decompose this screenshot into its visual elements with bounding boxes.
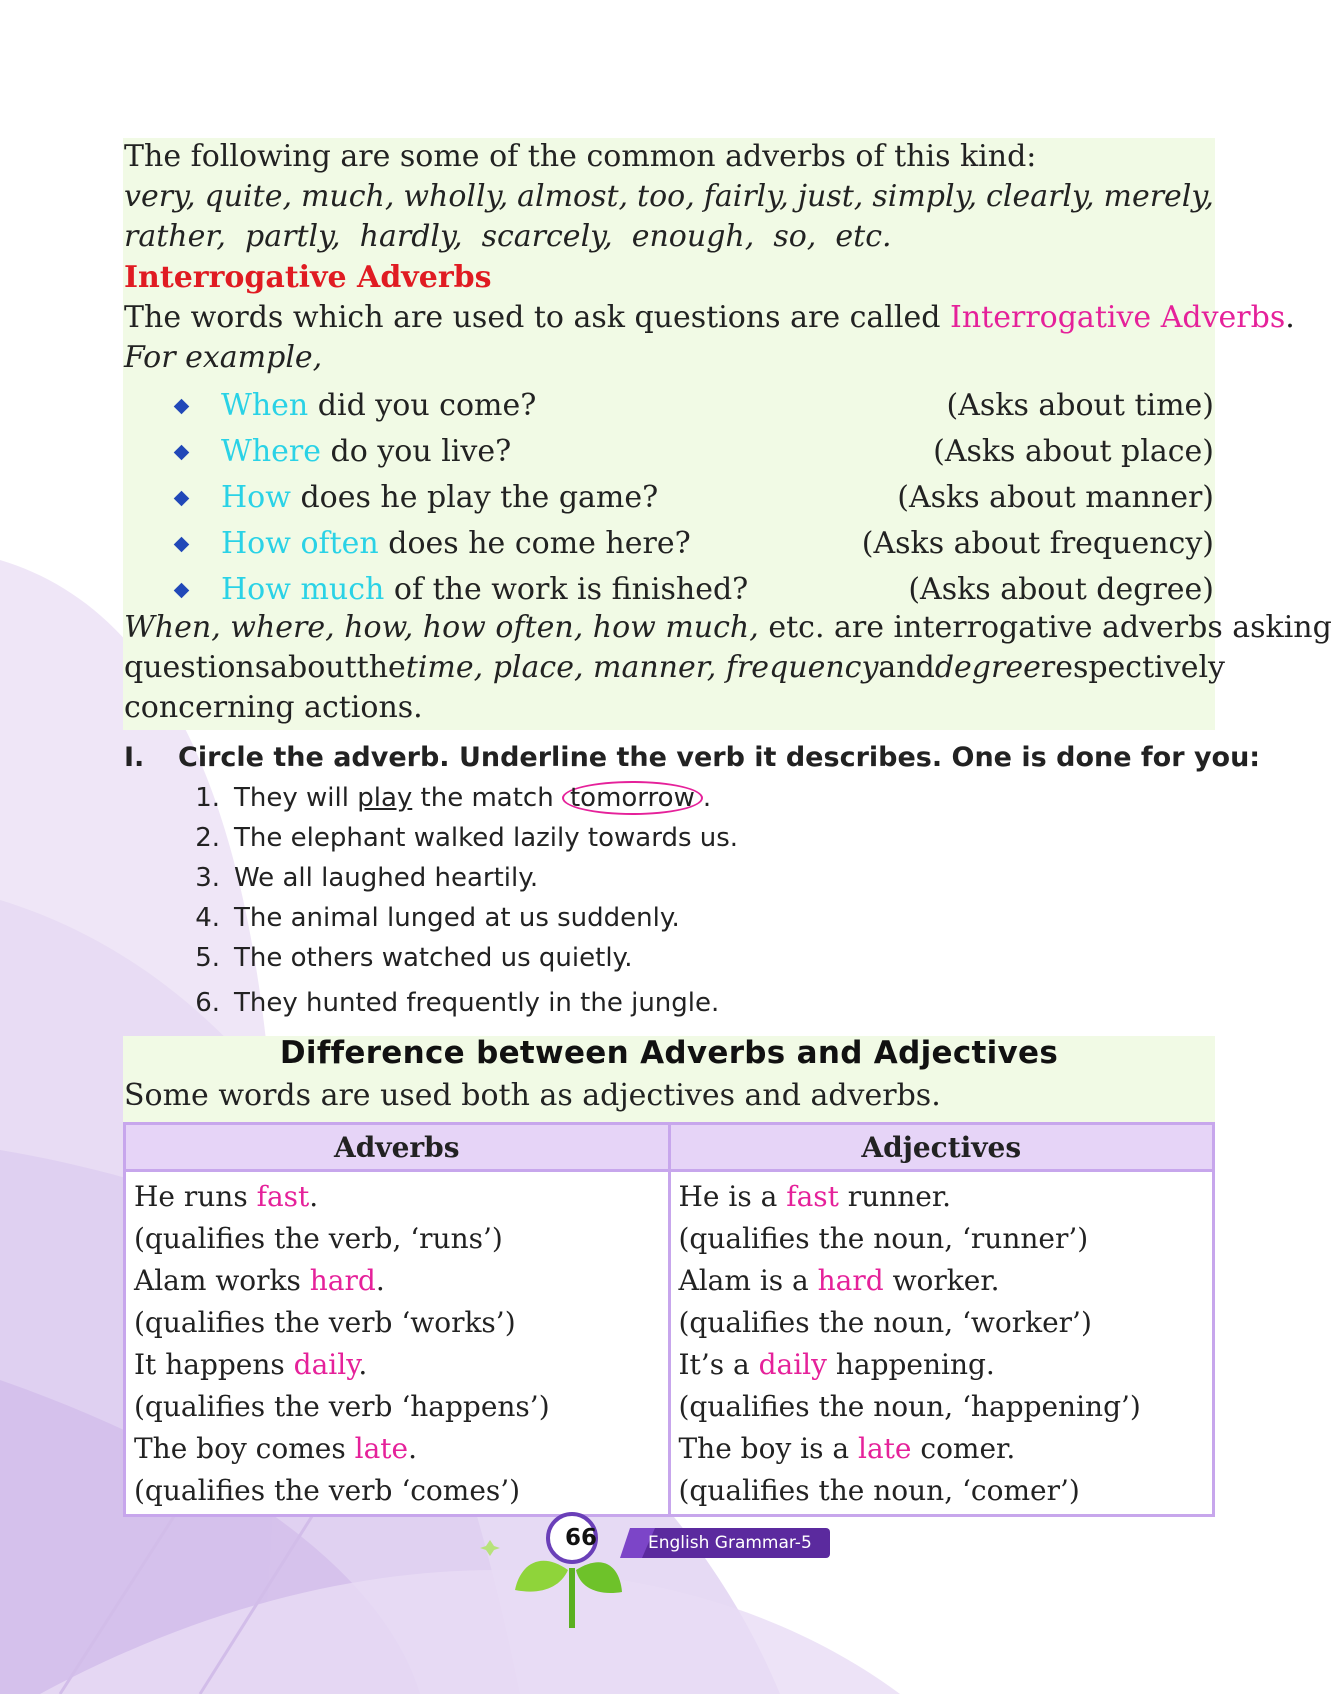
summary-word: questions (124, 650, 271, 685)
adverb-note: (qualifies the verb ‘works’) (134, 1306, 516, 1339)
example-text: . (408, 1432, 417, 1465)
example-keyword: How (221, 480, 291, 515)
example-text: The boy comes (134, 1432, 355, 1465)
example-question (221, 429, 933, 475)
exercise-item (180, 818, 1080, 858)
adverb-word: just, (797, 179, 864, 214)
adjective-example (679, 1344, 1205, 1386)
example-text: The boy is a (678, 1432, 858, 1465)
diamond-bullet-icon (174, 398, 190, 414)
adverb-word: quite, (204, 179, 292, 214)
adverb-word: merely, (1103, 179, 1214, 214)
adverb-note: (qualifies the verb ‘happens’) (134, 1390, 550, 1423)
example-question (221, 383, 947, 429)
example-keyword: Where (221, 434, 322, 469)
summary-word: and (878, 650, 935, 685)
exercise-item (180, 858, 1080, 898)
comparison-table (123, 1122, 1215, 1517)
circled-adverb: tomorrow (562, 781, 703, 815)
example-keyword: daily (293, 1348, 359, 1381)
item-number: 6. (195, 988, 220, 1018)
example-question (221, 567, 908, 613)
leaf-icon (515, 1561, 568, 1592)
adjective-note: (qualifies the noun, ‘comer’) (678, 1474, 1080, 1507)
adjective-note: (qualifies the noun, ‘runner’) (678, 1222, 1089, 1255)
item-number: 3. (195, 863, 220, 893)
example-text: comer. (911, 1432, 1016, 1465)
diamond-bullet-icon (174, 582, 190, 598)
item-text: The others watched us quietly. (234, 943, 633, 973)
adjective-example (679, 1176, 1205, 1218)
example-row (170, 567, 1214, 613)
example-question (221, 521, 862, 567)
example-row (170, 383, 1214, 429)
adverb-example (134, 1428, 660, 1470)
example-question (221, 475, 897, 521)
example-keyword: fast (256, 1180, 310, 1213)
example-text: . (375, 1264, 385, 1297)
item-text: the match (412, 783, 562, 813)
diamond-bullet-icon (174, 490, 190, 506)
item-number: 1. (195, 783, 220, 813)
diamond-bullet-icon (174, 536, 190, 552)
table-row (125, 1171, 1214, 1516)
exercise-item (180, 983, 1080, 1023)
example-keyword: hard (817, 1264, 884, 1297)
example-note: (Asks about place) (933, 434, 1214, 469)
summary-line-3: concerning actions. (124, 690, 423, 725)
book-title: English Grammar-5 (648, 1533, 812, 1553)
example-keyword: fast (786, 1180, 839, 1213)
example-text: happening. (826, 1348, 995, 1381)
summary-line-1 (124, 608, 1332, 648)
adverb-example (134, 1344, 660, 1386)
summary-text: etc. are interrogative adverbs asking (758, 610, 1332, 645)
definition-text: The words which are used to ask questions are called (124, 300, 950, 335)
underlined-verb: play (357, 783, 413, 813)
adverb-word: fairly, (703, 179, 789, 214)
table-header-row (125, 1124, 1214, 1171)
exercise-roman-number: I. (124, 742, 145, 773)
example-row (170, 521, 1214, 567)
example-keyword: How often (221, 526, 379, 561)
adjective-example (679, 1260, 1205, 1302)
intro-line: The following are some of the common adverbs of this kind: (124, 139, 1037, 174)
example-text: . (309, 1180, 319, 1213)
adverb-list-line-2: rather, partly, hardly, scarcely, enough, so, etc. (124, 219, 892, 254)
item-text: They hunted frequently in the jungle. (234, 988, 720, 1018)
adverb-example (134, 1260, 660, 1302)
example-text: He runs (134, 1180, 257, 1213)
adjective-example (679, 1428, 1205, 1470)
item-text: We all laughed heartily. (234, 863, 539, 893)
diamond-bullet-icon (174, 444, 190, 460)
exercise-item (180, 898, 1080, 938)
summary-italic: time, place, manner, frequency (405, 650, 879, 685)
adverb-word: wholly, (403, 179, 509, 214)
adverb-example (134, 1176, 660, 1218)
summary-word: respectively (1040, 650, 1226, 685)
adverb-word: simply, (872, 179, 978, 214)
summary-italic: When, where, how, how often, how much, (124, 610, 759, 645)
exercise-instruction: Circle the adverb. Underline the verb it describes. One is done for you: (178, 742, 1261, 773)
example-text: do you live? (321, 434, 512, 469)
summary-italic: degree (934, 650, 1041, 685)
adverb-note: (qualifies the verb ‘comes’) (134, 1474, 521, 1507)
example-text: . (358, 1348, 368, 1381)
item-number: 4. (195, 903, 220, 933)
example-text: does he play the game? (290, 480, 659, 515)
exercise-heading (124, 738, 1261, 778)
example-keyword: daily (758, 1348, 827, 1381)
adverb-note: (qualifies the verb, ‘runs’) (134, 1222, 503, 1255)
item-number: 2. (195, 823, 220, 853)
example-note: (Asks about frequency) (861, 526, 1214, 561)
example-text: runner. (838, 1180, 952, 1213)
item-text: They will (234, 783, 358, 813)
adverb-word: clearly, (986, 179, 1095, 214)
stem-shape (569, 1568, 575, 1628)
example-note: (Asks about manner) (897, 480, 1214, 515)
example-row (170, 475, 1214, 521)
column-header-adjectives: Adjectives (669, 1124, 1214, 1171)
example-text: He is a (678, 1180, 787, 1213)
definition-end: . (1285, 300, 1295, 335)
example-text: does he come here? (378, 526, 691, 561)
adverb-word: almost, (517, 179, 629, 214)
item-text: The elephant walked lazily towards us. (234, 823, 739, 853)
exercise-item (180, 778, 1080, 818)
example-keyword: late (354, 1432, 409, 1465)
example-text: Alam works (134, 1264, 310, 1297)
adverb-word: very, (124, 179, 196, 214)
example-text: worker. (883, 1264, 1000, 1297)
example-note: (Asks about time) (946, 388, 1214, 423)
adjective-note: (qualifies the noun, ‘happening’) (678, 1390, 1141, 1423)
adverb-word: too, (637, 179, 695, 214)
adverbs-cell (125, 1171, 670, 1516)
example-keyword: hard (309, 1264, 376, 1297)
example-keyword: When (221, 388, 309, 423)
example-note: (Asks about degree) (908, 572, 1214, 607)
difference-heading: Difference between Adverbs and Adjectives (279, 1035, 1059, 1071)
example-text: did you come? (308, 388, 537, 423)
interrogative-definition (124, 298, 1295, 338)
adverb-list-line-1 (124, 177, 1214, 217)
example-keyword: late (858, 1432, 912, 1465)
example-text: It happens (134, 1348, 294, 1381)
example-text: Alam is a (678, 1264, 818, 1297)
leaf-icon (576, 1562, 622, 1593)
column-header-adverbs: Adverbs (125, 1124, 670, 1171)
summary-word: the (356, 650, 406, 685)
definition-term: Interrogative Adverbs (950, 300, 1286, 335)
adverb-word: much, (300, 179, 395, 214)
example-keyword: How much (221, 572, 385, 607)
interrogative-heading: Interrogative Adverbs (124, 260, 492, 295)
summary-line-2 (124, 648, 1226, 688)
sparkle-icon (480, 1540, 500, 1556)
item-number: 5. (195, 943, 220, 973)
page-number: 66 (564, 1525, 597, 1551)
adjective-note: (qualifies the noun, ‘worker’) (678, 1306, 1092, 1339)
item-text: The animal lunged at us suddenly. (234, 903, 680, 933)
summary-word: about (270, 650, 357, 685)
example-text: of the work is finished? (384, 572, 749, 607)
difference-intro: Some words are used both as adjectives and adverbs. (124, 1078, 941, 1113)
exercise-item (180, 938, 1080, 978)
example-text: It’s a (678, 1348, 759, 1381)
for-example-label: For example, (124, 340, 323, 375)
adjectives-cell (669, 1171, 1214, 1516)
item-text: . (702, 783, 712, 813)
example-row (170, 429, 1214, 475)
